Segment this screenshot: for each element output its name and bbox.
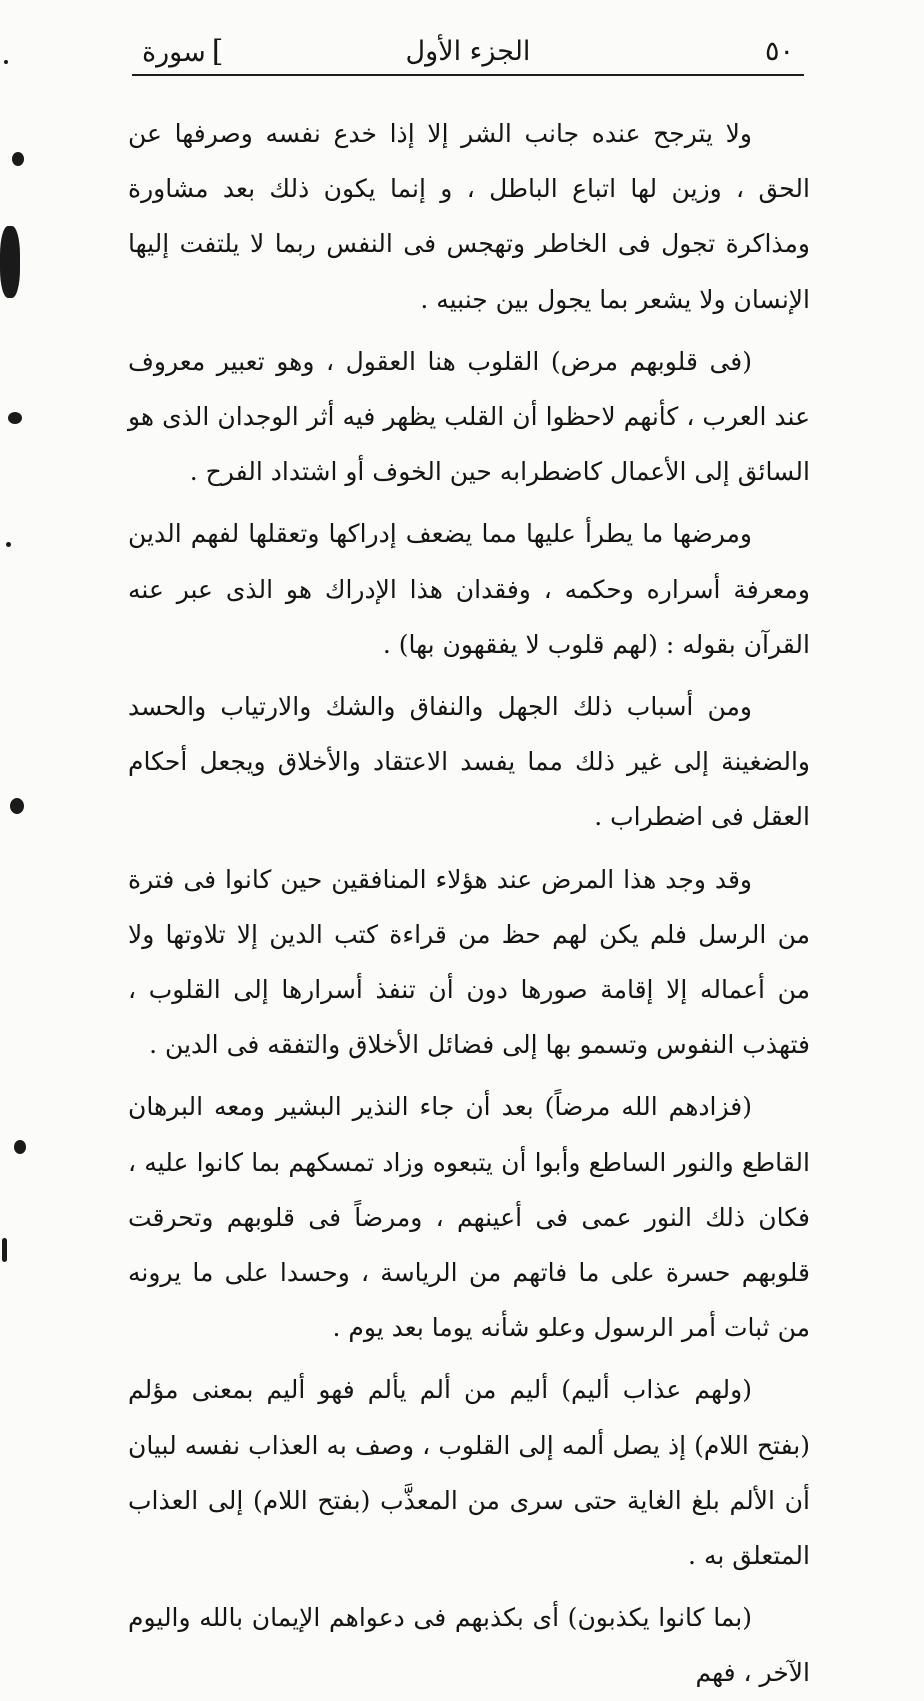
part-title: الجزء الأول [405, 36, 531, 67]
page-number: ٥٠ [764, 36, 794, 67]
ink-speck [8, 412, 22, 424]
page-header [132, 30, 804, 76]
bracket-mark: [ [211, 34, 224, 69]
paragraph: وقد وجد هذا المرض عند هؤلاء المنافقين حين كانوا فى فترة من الرسل فلم يكن لهم حظ من قراءة كتب الدين إلا تلاوتها ولا من أعماله إلا إقامة صورها دون أن تنفذ أسرارها إلى القلوب ، فتهذب النفوس وتسمو بها إلى فضائل الأخلاق والتفقه فى الدين . [128, 864, 810, 1060]
paragraph: (فزادهم الله مرضاً) بعد أن جاء النذير البشير ومعه البرهان القاطع والنور الساطع وأبوا أن يتبعوه وزاد تمسكهم بما كانوا عليه ، فكان ذلك النور عمى فى أعينهم ، ومرضاً فى قلوبهم وتحرقت قلوبهم حسرة على ما فاتهم من الرياسة ، وحسدا على ما يرونه من ثبات أمر الرسول وعلو شأنه يوما بعد يوم . [128, 1092, 811, 1343]
paragraph: ومن أسباب ذلك الجهل والنفاق والشك والارتياب والحسد والضغينة إلى غير ذلك مما يفسد الاعتقاد والأخلاق ويجعل أحكام العقل فى اضطراب . [128, 692, 810, 832]
ink-speck [10, 798, 24, 814]
ink-speck [4, 60, 8, 64]
paragraph: (فى قلوبهم مرض) القلوب هنا العقول ، وهو تعبير معروف عند العرب ، كأنهم لاحظوا أن القلب يظهر فيه أثر الوجدان الذى هو السائق إلى الأعمال كاضطرابه حين الخوف أو اشتداد الفرح . [128, 346, 810, 487]
paragraph: (بما كانوا يكذبون) أى بكذبهم فى دعواهم الإيمان بالله واليوم الآخر ، فهم [128, 1603, 810, 1688]
page-body [128, 106, 811, 1688]
ink-speck [6, 542, 11, 547]
paragraph: ومرضها ما يطرأ عليها مما يضعف إدراكها وتعقلها لفهم الدين ومعرفة أسراره وحكمه ، وفقدان هذا الإدراك هو الذى عبر عنه القرآن بقوله : (لهم قلوب لا يفقهون بها) . [128, 519, 810, 659]
ink-speck [14, 1140, 26, 1154]
surah-label: سورة [142, 37, 206, 68]
ink-blot [0, 226, 20, 298]
surah-label-box [142, 36, 223, 69]
ink-speck [2, 1238, 7, 1262]
ink-speck [12, 152, 24, 166]
paragraph: ولا يترجح عنده جانب الشر إلا إذا خدع نفسه وصرفها عن الحق ، وزين لها اتباع الباطل ، و إنما يكون ذلك بعد مشاورة ومذاكرة تجول فى الخاطر وتهجس فى النفس ربما لا يلتفت إليها الإنسان ولا يشعر بما يجول بين جنبيه . [128, 119, 810, 314]
paragraph: (ولهم عذاب أليم) أليم من ألم يألم فهو أليم بمعنى مؤلم (بفتح اللام) إذ يصل ألمه إلى القلوب ، وصف به العذاب نفسه لبيان أن الألم بلغ الغاية حتى سرى من المعذَّب (بفتح اللام) إلى العذاب المتعلق به . [128, 1375, 810, 1571]
